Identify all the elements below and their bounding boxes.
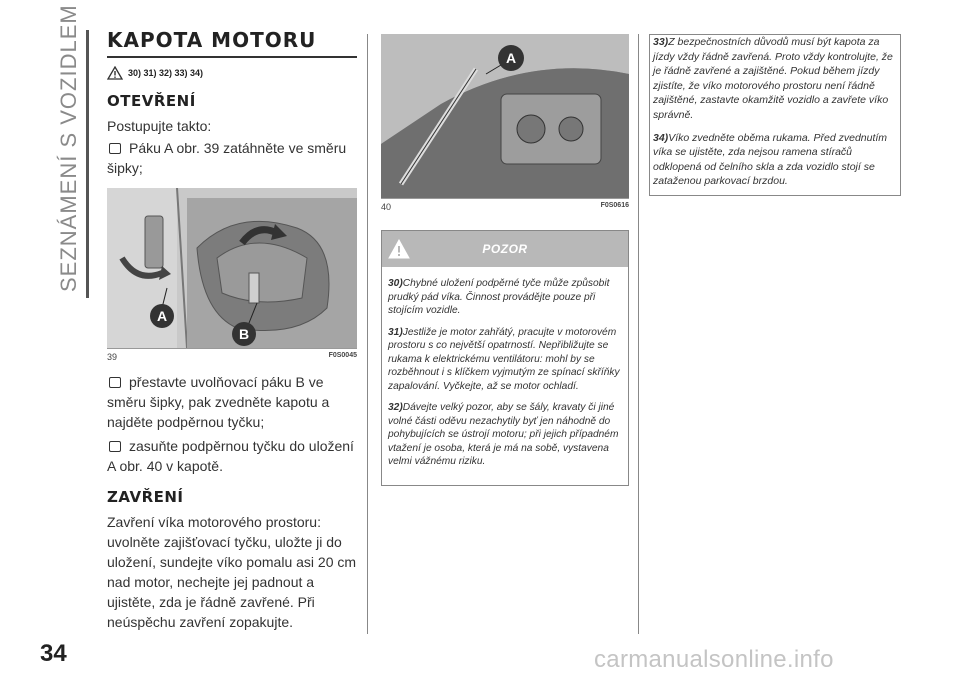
watermark: carmanualsonline.info	[594, 646, 834, 673]
figure-code: F0S0045	[328, 352, 357, 359]
closing-text: Zavření víka motorového prostoru: uvolněte zajišťovací tyčku, uložte ji do uložení, sundejte víko pomalu asi 20 cm nad motor, nechejte jej padnout a ujistěte, zda je řádně zavřené. Při neúspěchu zavření zopakujte.	[107, 514, 357, 630]
step-text: přestavte uvolňovací páku B ve směru šipky, pak zvedněte kapotu a najděte podpěrnou tyčku;	[107, 374, 330, 430]
note-number: 32)	[388, 402, 403, 413]
checkbox-bullet-icon	[109, 377, 121, 388]
figure-39-caption	[107, 348, 357, 362]
step-item	[107, 372, 357, 432]
column-left	[107, 28, 357, 632]
warning-note	[388, 326, 622, 394]
figure-39	[107, 188, 357, 362]
note-number: 31)	[388, 326, 403, 338]
refs-text: 30) 31) 32) 33) 34)	[128, 68, 204, 78]
warning-title: POZOR	[482, 242, 528, 256]
warning-body	[382, 267, 628, 485]
note-text: Chybné uložení podpěrné tyče může způsobit prudký pád víka. Činnost provádějte pouze při stojícím vozidle.	[388, 278, 610, 316]
note-text: Dávejte velký pozor, aby se šály, kravaty či jiné volné části oděvu nezachytily byť jen náhodně do pohybujících se ústrojí motoru; při jejich případném vtažení je osoba, která je má na sobě, vystavena velmi vážnému riziku.	[388, 402, 619, 467]
step-item	[107, 138, 357, 178]
note-number: 34)	[653, 131, 669, 144]
figure-39-image	[107, 188, 357, 348]
opening-intro: Postupujte takto:	[107, 118, 212, 134]
opening-heading: OTEVŘENÍ	[107, 92, 196, 110]
figure-40-image	[381, 34, 629, 198]
figure-code: F0S0616	[600, 202, 629, 209]
warning-icon	[388, 239, 410, 259]
note-text: Z bezpečnostních důvodů musí být kapota za jízdy vždy řádně zavřená. Proto vždy kontrolujte, že je řádně zavřené a zajištěné. Pokud během jízdy zjistíte, že víko motorového prostoru není řádně zajištěné, zastavte okamžitě vozidlo a zavřete víko správně.	[653, 36, 893, 121]
warning-note	[388, 401, 622, 469]
warning-note	[653, 35, 898, 123]
column-middle	[381, 34, 629, 486]
page-number: 34	[40, 640, 67, 667]
note-number: 33)	[653, 36, 669, 48]
step-text: zasuňte podpěrnou tyčku do uložení A obr. 40 v kapotě.	[107, 438, 354, 474]
closing-heading: ZAVŘENÍ	[107, 488, 184, 506]
column-divider	[638, 34, 639, 634]
warning-box	[381, 230, 629, 486]
figure-number: 39	[107, 352, 118, 362]
figure-40	[381, 34, 629, 212]
note-text: Víko zvedněte oběma rukama. Před zvednutím víka se ujistěte, zda nejsou ramena stíračů odklopená od čelního skla a zda vozidlo stojí se zataženou parkovací brzdou.	[653, 131, 888, 188]
warning-note	[653, 131, 898, 189]
figure-40-caption	[381, 198, 629, 212]
step-item	[107, 436, 357, 476]
warning-icon	[107, 66, 123, 80]
side-section-title: SEZNÁMENÍ S VOZIDLEM	[56, 4, 81, 292]
section-title: KAPOTA MOTORU	[107, 28, 357, 58]
figure-number: 40	[381, 202, 392, 212]
step-text: Páku A obr. 39 zatáhněte ve směru šipky;	[107, 140, 347, 176]
warning-header	[382, 231, 628, 267]
column-right-warning-continued	[649, 34, 901, 196]
note-number: 30)	[388, 278, 403, 289]
figure-39-label-b: B	[238, 326, 250, 342]
column-divider	[367, 34, 368, 634]
side-rule	[86, 30, 89, 298]
warning-note	[388, 277, 622, 318]
checkbox-bullet-icon	[109, 441, 121, 452]
note-text: Jestliže je motor zahřátý, pracujte v motorovém prostoru s co největší opatrností. Nepřibližujte se rukama k elektrickému ventilátoru: mohl by se rozběhnout i s klíčkem vyjmutým ze spínací skříňky zapalování. Vyčkejte, až se motor ochladí.	[388, 326, 620, 392]
checkbox-bullet-icon	[109, 143, 121, 154]
figure-40-label-a: A	[505, 50, 517, 66]
figure-39-label-a: A	[156, 308, 168, 324]
section-refs	[107, 66, 357, 80]
